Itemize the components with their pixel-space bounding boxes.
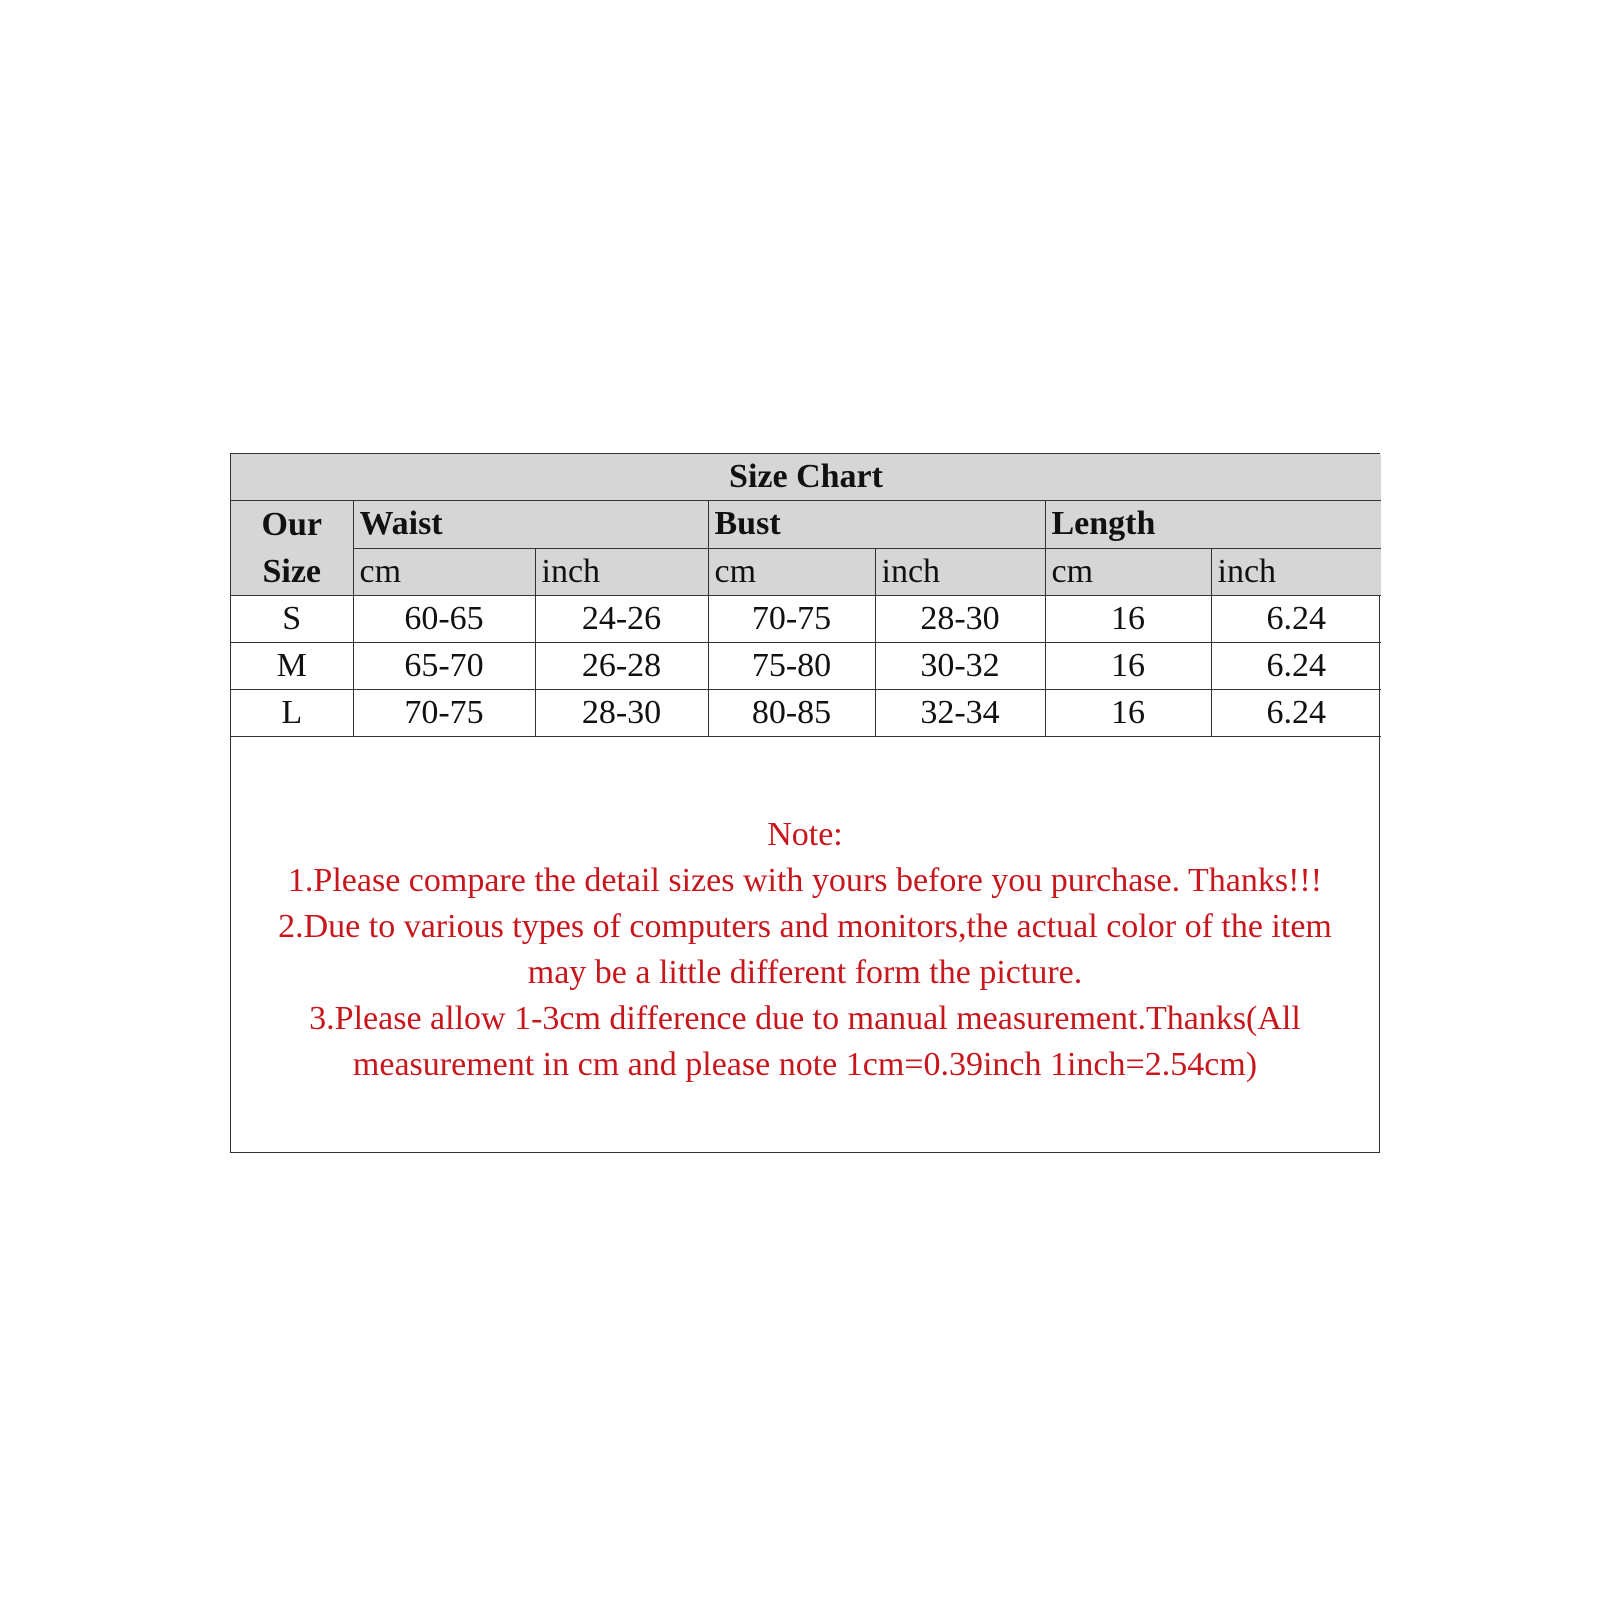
size-header-line2: Size	[262, 553, 322, 590]
table-cell: 6.24	[1211, 690, 1381, 737]
table-cell: 28-30	[535, 690, 708, 737]
table-cell: 32-34	[875, 690, 1045, 737]
length-header: Length	[1045, 501, 1381, 549]
size-label: M	[231, 643, 353, 690]
unit-header: inch	[1211, 548, 1381, 596]
waist-header: Waist	[353, 501, 708, 549]
table-cell: 16	[1045, 690, 1211, 737]
note-line: may be a little different form the picture.	[527, 954, 1083, 991]
table-cell: 16	[1045, 643, 1211, 690]
table-cell: 60-65	[353, 596, 535, 643]
unit-header: inch	[875, 548, 1045, 596]
unit-header: inch	[535, 548, 708, 596]
size-label: S	[231, 596, 353, 643]
table-cell: 75-80	[708, 643, 875, 690]
size-table	[231, 454, 1381, 737]
size-chart	[230, 453, 1380, 1153]
size-header-line1: Our	[261, 506, 322, 543]
table-cell: 80-85	[708, 690, 875, 737]
notes-section	[231, 737, 1379, 1152]
table-cell: 24-26	[535, 596, 708, 643]
unit-header-row	[231, 548, 1381, 596]
table-cell: 26-28	[535, 643, 708, 690]
table-cell: 16	[1045, 596, 1211, 643]
table-cell: 30-32	[875, 643, 1045, 690]
note-line: 3.Please allow 1-3cm difference due to manual measurement.Thanks(All	[309, 1000, 1301, 1037]
table-cell: 65-70	[353, 643, 535, 690]
title-row	[231, 454, 1381, 501]
unit-header: cm	[353, 548, 535, 596]
notes-text	[231, 812, 1379, 1088]
table-row	[231, 690, 1381, 737]
table-cell: 70-75	[708, 596, 875, 643]
group-header-row	[231, 501, 1381, 549]
notes-heading: Note:	[767, 816, 843, 853]
size-column-header	[231, 501, 353, 596]
table-cell: 6.24	[1211, 643, 1381, 690]
table-cell: 28-30	[875, 596, 1045, 643]
table-cell: 70-75	[353, 690, 535, 737]
table-cell: 6.24	[1211, 596, 1381, 643]
table-row	[231, 596, 1381, 643]
table-row	[231, 643, 1381, 690]
table-title: Size Chart	[231, 454, 1381, 501]
note-line: 1.Please compare the detail sizes with yours before you purchase. Thanks!!!	[287, 862, 1323, 899]
note-line: 2.Due to various types of computers and monitors,the actual color of the item	[278, 908, 1332, 945]
bust-header: Bust	[708, 501, 1045, 549]
unit-header: cm	[1045, 548, 1211, 596]
unit-header: cm	[708, 548, 875, 596]
size-label: L	[231, 690, 353, 737]
note-line: measurement in cm and please note 1cm=0.39inch 1inch=2.54cm)	[352, 1046, 1258, 1083]
